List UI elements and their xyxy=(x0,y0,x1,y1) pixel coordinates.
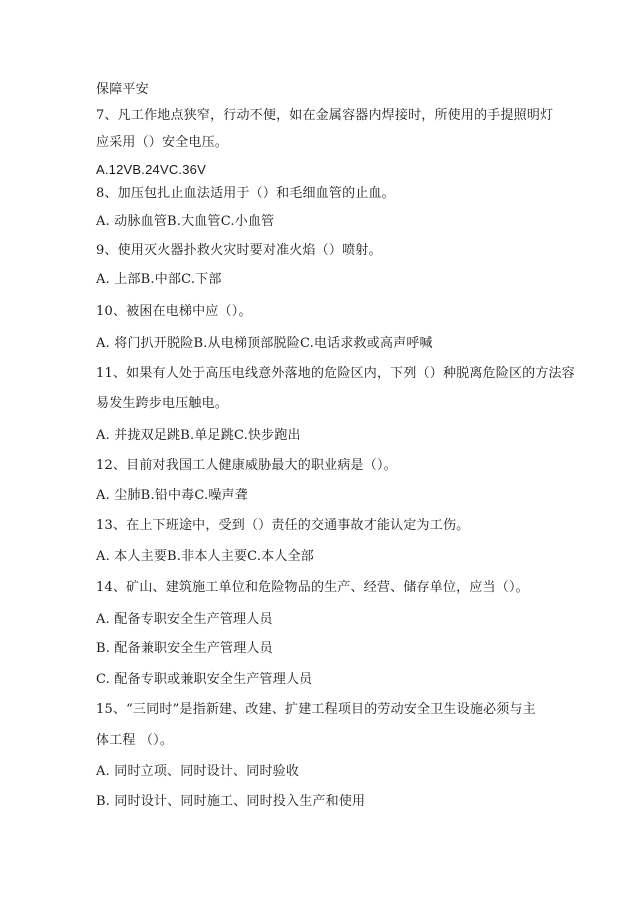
question-13-options: A. 本人主要B.非本人主要C.本人全部 xyxy=(96,549,314,564)
question-7-line-2: 应采用（）安全电压。 xyxy=(96,135,229,150)
question-8: 8、加压包扎止血法适用于（）和毛细血管的止血。 xyxy=(96,186,395,201)
question-14-option-c: C. 配备专职或兼职安全生产管理人员 xyxy=(96,672,313,687)
question-9-options: A. 上部B.中部C.下部 xyxy=(96,272,222,287)
question-12-options: A. 尘肺B.铅中毒C.噪声聋 xyxy=(96,488,248,503)
question-12: 12、目前对我国工人健康威胁最大的职业病是（）。 xyxy=(96,458,397,473)
question-15-line-2: 体工程 （）。 xyxy=(96,733,174,748)
question-7-options: A.12VB.24VC.36V xyxy=(96,162,206,177)
question-7-line-1: 7、凡工作地点狭窄，行动不便，如在金属容器内焊接时，所使用的手提照明灯 xyxy=(96,108,554,123)
question-15-option-b: B. 同时设计、同时施工、同时投入生产和使用 xyxy=(96,794,366,809)
question-13: 13、在上下班途中，受到（）责任的交通事故才能认定为工伤。 xyxy=(96,518,470,533)
question-9: 9、使用灭火器扑救火灾时要对准火焰（）喷射。 xyxy=(96,243,382,258)
question-14: 14、矿山、建筑施工单位和危险物品的生产、经营、储存单位，应当（）。 xyxy=(96,580,529,595)
question-15-line-1: 15、“三同时”是指新建、改建、扩建工程项目的劳动安全卫生设施必须与主 xyxy=(96,702,536,717)
question-14-option-a: A. 配备专职安全生产管理人员 xyxy=(96,612,273,627)
question-14-option-b: B. 配备兼职安全生产管理人员 xyxy=(96,641,273,656)
question-10-options: A. 将门扒开脱险B.从电梯顶部脱险C.电话求救或高声呼喊 xyxy=(96,336,433,351)
question-15-option-a: A. 同时立项、同时设计、同时验收 xyxy=(96,764,300,779)
question-11-line-2: 易发生跨步电压触电。 xyxy=(96,396,229,411)
question-11-line-1: 11、如果有人处于高压电线意外落地的危险区内，下列（）种脱离危险区的方法容 xyxy=(96,366,575,381)
question-10: 10、被困在电梯中应（）。 xyxy=(96,304,252,319)
text-line-continuation: 保障平安 xyxy=(96,82,149,97)
question-8-options: A. 动脉血管B.大血管C.小血管 xyxy=(96,214,275,229)
question-11-options: A. 并拢双足跳B.单足跳C.快步跑出 xyxy=(96,428,301,443)
